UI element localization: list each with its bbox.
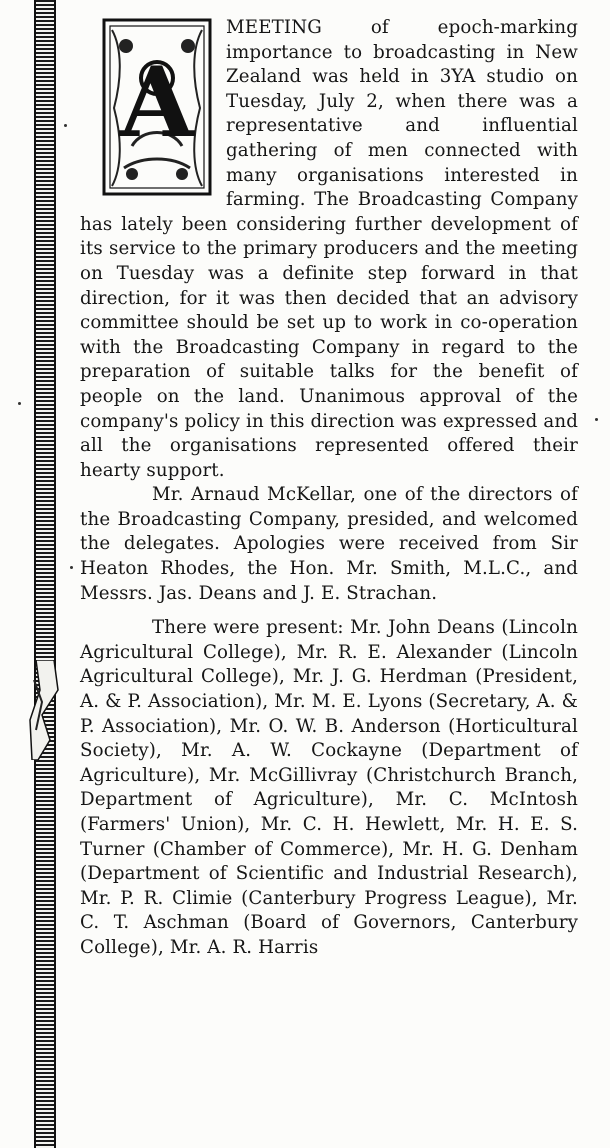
ink-speck: [595, 418, 598, 421]
column-rule: [34, 0, 56, 1148]
ink-speck: [64, 124, 67, 127]
ornamental-dropcap: [102, 18, 212, 196]
paragraph-1: MEETING of epoch-marking importance to broadcasting in New Zealand was held in 3YA studio on Tuesday, July 2, when there was a representative and influential gathering of men connected with many organisations interested in farming. The Broadcasting Company has lately been considering further development of its service to the primary producers and the meeting on Tuesday was a definite step forward in that direction, for it was then decided that an advisory committee should be set up to work in co-operation with the Broadcasting Company in regard to the preparation of suitable talks for the benefit of people on the land. Unanimous approval of the company's policy in this direction was expressed and all the organisations represented offered their hearty support.: [80, 17, 578, 481]
paragraph-3: There were present: Mr. John Deans (Lincoln Agricultural College), Mr. R. E. Alexander (Lincoln Agricultural College), Mr. J. G. Herdman (President, A. & P. Association), Mr. M. E. Lyons (Secretary, A. & P. Association), Mr. O. W. B. Anderson (Horticultural Society), Mr. A. W. Cockayne (Department of Agriculture), Mr. McGillivray (Christchurch Branch, Department of Agriculture), Mr. C. McIntosh (Farmers' Union), Mr. C. H. Hewlett, Mr. H. E. S. Turner (Chamber of Commerce), Mr. H. G. Denham (Department of Scientific and Industrial Research), Mr. P. R. Climie (Canterbury Progress League), Mr. C. T. Aschman (Board of Governors, Canterbury College), Mr. A. R. Harris: [80, 617, 578, 958]
ink-speck: [70, 566, 73, 569]
torn-rule-mark: [28, 660, 62, 760]
dropcap-letter: A: [119, 46, 195, 159]
article-body: [80, 16, 578, 961]
ink-speck: [18, 402, 21, 405]
paragraph-2: Mr. Arnaud McKellar, one of the directors of the Broadcasting Company, presided, and welcomed the delegates. Apologies were received from Sir Heaton Rhodes, the Hon. Mr. Smith, M.L.C., and Messrs. Jas. Deans and J. E. Strachan.: [80, 484, 578, 604]
